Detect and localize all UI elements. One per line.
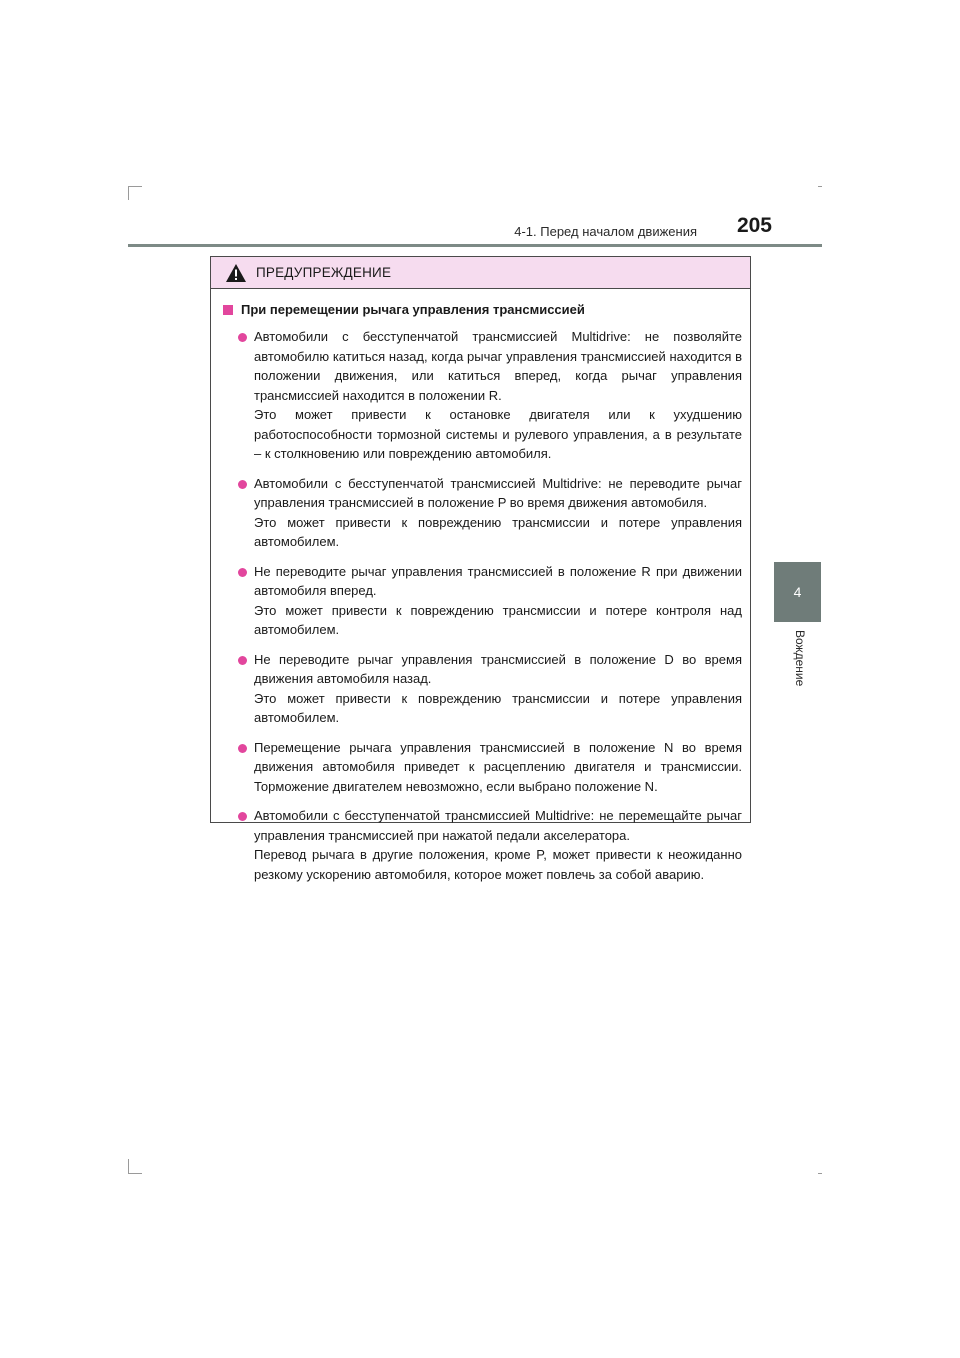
- header-divider: [128, 244, 822, 247]
- crop-mark-bottom-right: [818, 1173, 822, 1174]
- chapter-tab: [774, 562, 821, 622]
- item-text: Перевод рычага в другие положения, кроме P, может привести к неожиданно резкому ускорению автомобиля, которое может повлечь за собой аварию.: [254, 847, 742, 882]
- list-item: [223, 806, 742, 884]
- item-text: Это может привести к повреждению трансмиссии и потере управления автомобилем.: [254, 690, 742, 725]
- warning-subheading: [223, 301, 742, 319]
- item-text: Это может привести к повреждению трансмиссии и потере управления автомобилем.: [254, 514, 742, 549]
- crop-mark-bottom-left: [128, 1159, 129, 1174]
- warning-subheading-text: При перемещении рычага управления трансмиссией: [241, 302, 585, 317]
- crop-mark-bottom-left: [128, 1173, 142, 1174]
- list-item: [223, 650, 742, 728]
- crop-mark-top-left: [128, 186, 142, 187]
- page-header: [128, 212, 822, 246]
- list-item: [223, 562, 742, 640]
- crop-mark-top-left: [128, 186, 129, 200]
- bullet-dot-icon: [238, 744, 247, 753]
- item-text: Не переводите рычаг управления трансмиссией в положение D во время движения автомобиля назад.: [254, 651, 742, 686]
- bullet-dot-icon: [238, 568, 247, 577]
- chapter-label: Вождение: [793, 630, 807, 687]
- warning-box: [210, 256, 751, 882]
- item-text: Это может привести к повреждению трансмиссии и потере контроля над автомобилем.: [254, 602, 742, 637]
- bullet-dot-icon: [238, 656, 247, 665]
- item-text: Не переводите рычаг управления трансмиссией в положение R при движении автомобиля вперед.: [254, 563, 742, 598]
- item-text: Автомобили с бесступенчатой трансмиссией Multidrive: не переводите рычаг управления трансмиссией в положение P во время движения автомобиля.: [254, 475, 742, 510]
- item-text: Это может привести к остановке двигателя или к ухудшению работоспособности тормозной системы и рулевого управления, а в результате – к столкновению или повреждению автомобиля.: [254, 407, 742, 461]
- list-item: [223, 738, 742, 797]
- square-bullet-icon: [223, 305, 233, 315]
- page-number: 205: [736, 214, 772, 237]
- bullet-dot-icon: [238, 333, 247, 342]
- warning-triangle-icon: [225, 263, 247, 283]
- crop-mark-top-right: [818, 186, 822, 187]
- warning-body: [211, 289, 750, 884]
- warning-title: ПРЕДУПРЕЖДЕНИЕ: [256, 265, 392, 280]
- bullet-dot-icon: [238, 480, 247, 489]
- item-text: Автомобили с бесступенчатой трансмиссией Multidrive: не перемещайте рычаг управления трансмиссией при нажатой педали акселератора.: [254, 808, 742, 843]
- list-item: [223, 474, 742, 552]
- item-text: Перемещение рычага управления трансмиссией в положение N во время движения автомобиля приведет к расцеплению двигателя и трансмиссии. Торможение двигателем невозможно, если выбрано положение N.: [254, 739, 742, 794]
- item-text: Автомобили с бесступенчатой трансмиссией Multidrive: не позволяйте автомобилю катиться назад, когда рычаг управления трансмиссией находится в положении движения, или катиться вперед, когда рычаг управления трансмиссией находится в положении R.: [254, 329, 742, 403]
- list-item: [223, 327, 742, 464]
- warning-header: [211, 257, 750, 289]
- section-title: 4-1. Перед началом движения: [514, 224, 697, 239]
- chapter-number: 4: [793, 584, 802, 600]
- bullet-dot-icon: [238, 812, 247, 821]
